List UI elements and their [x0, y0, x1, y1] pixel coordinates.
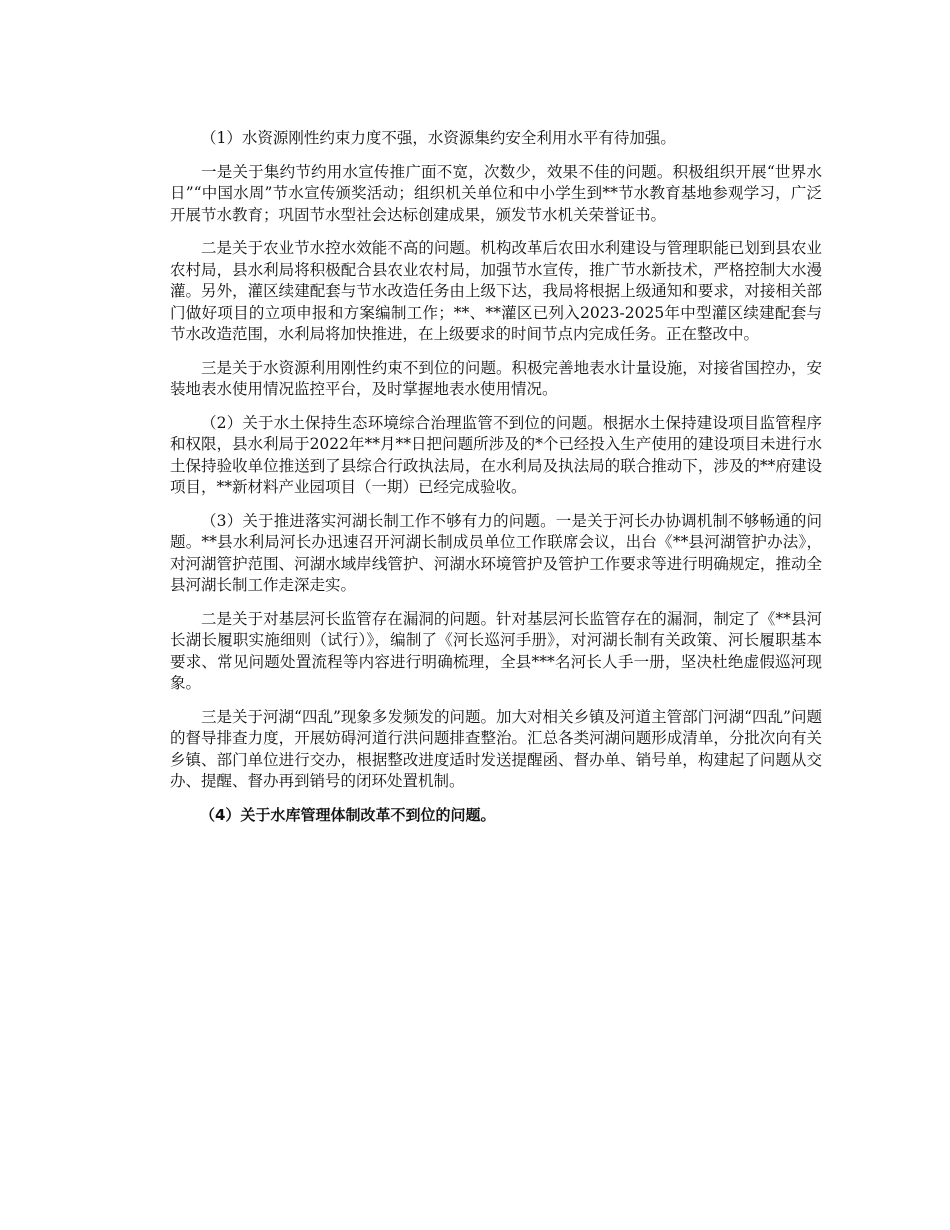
paragraph-water-resource-constraint: （1）水资源刚性约束力度不强，水资源集约安全利用水平有待加强。 — [201, 129, 676, 147]
paragraph-four-chaos: 三是关于河湖“四乱”现象多发频发的问题。加大对相关乡镇及河道主管部门河湖“四乱”问题的督导排查力度，开展妨碍河道行洪问题排查整治。汇总各类河湖问题形成清单，分批次向有关乡镇、部门单位进行交办，根据整改进度适时发送提醒函、督办单、销号单，构建起了问题从交办、提醒、督办再到销号的闭环处置机制。 — [170, 707, 822, 790]
paragraph-soil-water-conservation: （2）关于水土保持生态环境综合治理监管不到位的问题。根据水土保持建设项目监管程序和权限，县水利局于2022年**月**日把问题所涉及的*个已经投入生产使用的建设项目未进行水土保持验收单位推送到了县综合行政执法局，在水利局及执法局的联合推动下，涉及的**府建设项目，**新材料产业园项目（一期）已经完成验收。 — [170, 413, 822, 496]
paragraph-agricultural-water-saving: 二是关于农业节水控水效能不高的问题。机构改革后农田水利建设与管理职能已划到县农业农村局，县水利局将积极配合县农业农村局，加强节水宣传，推广节水新技术，严格控制大水漫灌。另外，灌区续建配套与节水改造任务由上级下达，我局将根据上级通知和要求，对接相关部门做好项目的立项申报和方案编制工作；**、**灌区已列入2023-2025年中型灌区续建配套与节水改造范围，水利局将加快推进，在上级要求的时间节点内完成任务。正在整改中。 — [170, 239, 822, 343]
paragraph-water-use-rigid-constraint: 三是关于水资源利用刚性约束不到位的问题。积极完善地表水计量设施，对接省国控办，安装地表水使用情况监控平台，及时掌握地表水使用情况。 — [170, 358, 822, 398]
paragraph-reservoir-reform-heading: （4）关于水库管理体制改革不到位的问题。 — [200, 805, 496, 824]
paragraph-grassroots-river-chief: 二是关于对基层河长监管存在漏洞的问题。针对基层河长监管存在的漏洞，制定了《**县河长湖长履职实施细则（试行）》，编制了《河长巡河手册》，对河湖长制有关政策、河长履职基本要求、常见问题处置流程等内容进行明确梳理，全县***名河长人手一册，坚决杜绝虚假巡河现象。 — [170, 609, 822, 692]
paragraph-water-saving-publicity: 一是关于集约节约用水宣传推广面不宽，次数少，效果不佳的问题。积极组织开展“世界水日”“中国水周”节水宣传颁奖活动；组织机关单位和中小学生到**节水教育基地参观学习，广泛开展节水教育；巩固节水型社会达标创建成果，颁发节水机关荣誉证书。 — [170, 162, 822, 224]
document-body — [170, 128, 822, 838]
paragraph-river-chief-system: （3）关于推进落实河湖长制工作不够有力的问题。一是关于河长办协调机制不够畅通的问题。**县水利局河长办迅速召开河湖长制成员单位工作联席会议，出台《**县河湖管护办法》，对河湖管护范围、河湖水域岸线管护、河湖水环境管护及管护工作要求等进行明确规定，推动全县河湖长制工作走深走实。 — [170, 511, 822, 594]
